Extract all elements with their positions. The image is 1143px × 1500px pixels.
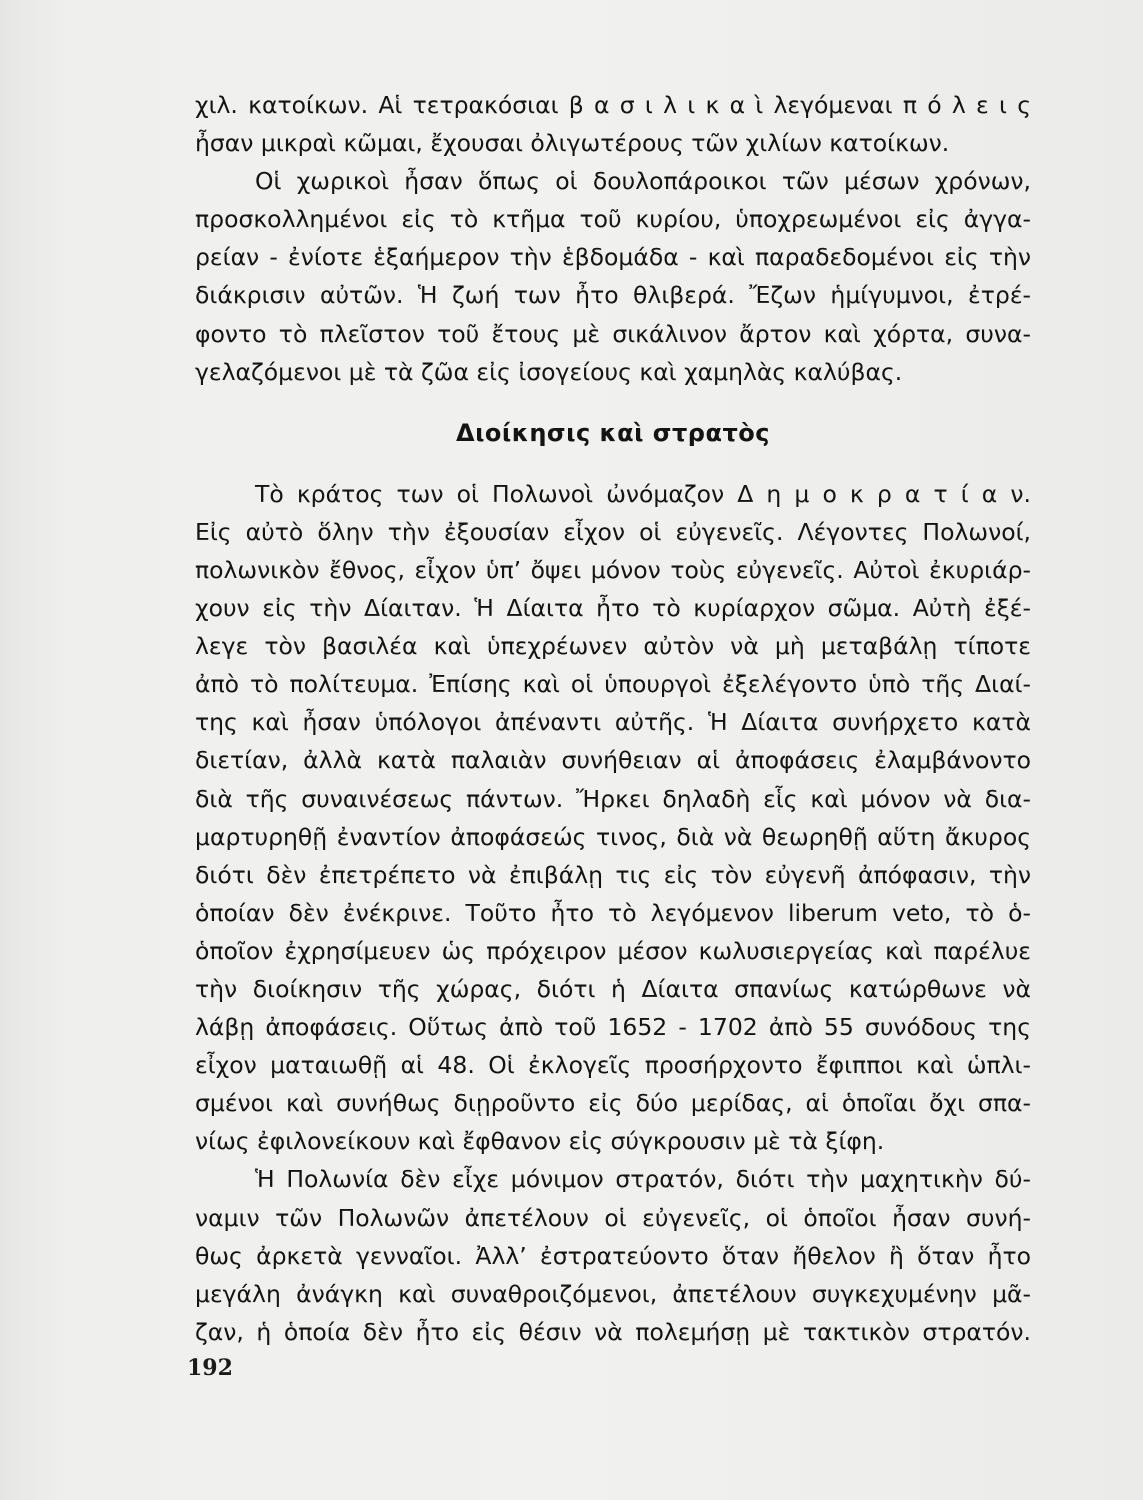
- text-line: ὁποίαν δὲν ἐνέκρινε. Τοῦτο ἦτο τὸ λεγόμενον liberum veto, τὸ ὁ-: [195, 898, 1031, 927]
- text-line: ζαν, ἡ ὁποία δὲν ἦτο εἰς θέσιν νὰ πολεμήσῃ μὲ τακτικὸν στρατόν.: [195, 1317, 1031, 1346]
- text-line: γελαζόμενοι μὲ τὰ ζῶα εἰς ἰσογείους καὶ χαμηλὰς καλύβας.: [195, 357, 903, 386]
- text-line: Ἡ Πολωνία δὲν εἶχε μόνιμον στρατόν, διότι τὴν μαχητικὴν δύ-: [255, 1165, 1031, 1194]
- text-line: λεγε τὸν βασιλέα καὶ ὑπεχρέωνεν αὐτὸν νὰ μὴ μεταβάλῃ τίποτε: [195, 632, 1031, 661]
- text-line: διὰ τῆς συναινέσεως πάντων. Ἤρκει δηλαδὴ εἷς καὶ μόνον νὰ δια-: [195, 784, 1031, 813]
- text-line: ναμιν τῶν Πολωνῶν ἀπετέλουν οἱ εὐγενεῖς, οἱ ὁποῖοι ἦσαν συνή-: [195, 1203, 1031, 1232]
- text-line: εἶχον ματαιωθῇ αἱ 48. Οἱ ἐκλογεῖς προσήρχοντο ἔφιπποι καὶ ὡπλι-: [195, 1051, 1031, 1080]
- text-line: τὴν διοίκησιν τῆς χώρας, διότι ἡ Δίαιτα σπανίως κατώρθωνε νὰ: [195, 974, 1031, 1003]
- paragraph-4: [195, 1160, 1031, 1350]
- paragraph-2: [195, 162, 1031, 391]
- text-line: πολωνικὸν ἔθνος, εἶχον ὑπ’ ὄψει μόνον τοὺς εὐγενεῖς. Αὐτοὶ ἐκυριάρ-: [195, 555, 1031, 584]
- text-line: διότι δὲν ἐπετρέπετο νὰ ἐπιβάλῃ τις εἰς τὸν εὐγενῆ ἀπόφασιν, τὴν: [195, 860, 1031, 889]
- text-line: χιλ. κατοίκων. Αἱ τετρακόσιαι β α σ ι λ ι κ α ὶ λεγόμεναι π ό λ ε ι ς: [195, 91, 1031, 119]
- text-line: νίως ἐφιλονείκουν καὶ ἔφθανον εἰς σύγκρουσιν μὲ τὰ ξίφη.: [195, 1127, 885, 1156]
- text-line: Τὸ κράτος των οἱ Πολωνοὶ ὠνόμαζον Δ η μ ο κ ρ α τ ί α ν.: [255, 479, 1031, 508]
- text-line: της καὶ ἦσαν ὑπόλογοι ἀπέναντι αὐτῆς. Ἡ Δίαιτα συνήρχετο κατὰ: [195, 708, 1031, 737]
- text-line: μαρτυρηθῇ ἐναντίον ἀποφάσεώς τινος, διὰ νὰ θεωρηθῇ αὕτη ἄκυρος: [195, 822, 1031, 851]
- text-line: ρείαν - ἐνίοτε ἑξαήμερον τὴν ἑβδομάδα - καὶ παραδεδομένοι εἰς τὴν: [195, 243, 1031, 272]
- page-number: 192: [187, 1355, 233, 1381]
- text-line: φοντο τὸ πλεῖστον τοῦ ἔτους μὲ σικάλινον ἄρτον καὶ χόρτα, συνα-: [195, 319, 1031, 348]
- text-line: χουν εἰς τὴν Δίαιταν. Ἡ Δίαιτα ἦτο τὸ κυρίαρχον σῶμα. Αὐτὴ ἐξέ-: [195, 594, 1031, 623]
- text-line: προσκολλημένοι εἰς τὸ κτῆμα τοῦ κυρίου, ὑποχρεωμένοι εἰς ἀγγα-: [195, 205, 1031, 234]
- text-line: διετίαν, ἀλλὰ κατὰ παλαιὰν συνήθειαν αἱ ἀποφάσεις ἐλαμβάνοντο: [195, 746, 1031, 775]
- paragraph-1: [195, 86, 1031, 162]
- text-line: σμένοι καὶ συνήθως διῃροῦντο εἰς δύο μερίδας, αἱ ὁποῖαι ὄχι σπα-: [195, 1089, 1031, 1118]
- text-line: θως ἀρκετὰ γενναῖοι. Ἀλλ’ ἐστρατεύοντο ὅταν ἤθελον ἢ ὅταν ἦτο: [195, 1241, 1031, 1270]
- paragraph-3: [195, 475, 1031, 1161]
- section-heading: Διοίκησις καὶ στρατὸς: [456, 418, 770, 447]
- text-line: Οἱ χωρικοὶ ἦσαν ὅπως οἱ δουλοπάροικοι τῶν μέσων χρόνων,: [255, 167, 1031, 196]
- text-line: ἦσαν μικραὶ κῶμαι, ἔχουσαι ὀλιγωτέρους τῶν χιλίων κατοίκων.: [195, 129, 950, 158]
- body-text: [195, 86, 1031, 1351]
- text-line: λάβῃ ἀποφάσεις. Οὕτως ἀπὸ τοῦ 1652 - 1702 ἀπὸ 55 συνόδους της: [195, 1013, 1031, 1042]
- text-line: διάκρισιν αὐτῶν. Ἡ ζωή των ἦτο θλιβερά. Ἔζων ἡμίγυμνοι, ἐτρέ-: [195, 281, 1031, 310]
- text-line: μεγάλη ἀνάγκη καὶ συναθροιζόμενοι, ἀπετέλουν συγκεχυμένην μᾶ-: [195, 1279, 1031, 1308]
- text-line: ὁποῖον ἐχρησίμευεν ὡς πρόχειρον μέσον κωλυσιεργείας καὶ παρέλυε: [195, 936, 1031, 965]
- text-line: Εἰς αὐτὸ ὅλην τὴν ἐξουσίαν εἶχον οἱ εὐγενεῖς. Λέγοντες Πολωνοί,: [195, 517, 1031, 546]
- text-line: ἀπὸ τὸ πολίτευμα. Ἐπίσης καὶ οἱ ὑπουργοὶ ἐξελέγοντο ὑπὸ τῆς Διαί-: [195, 670, 1031, 699]
